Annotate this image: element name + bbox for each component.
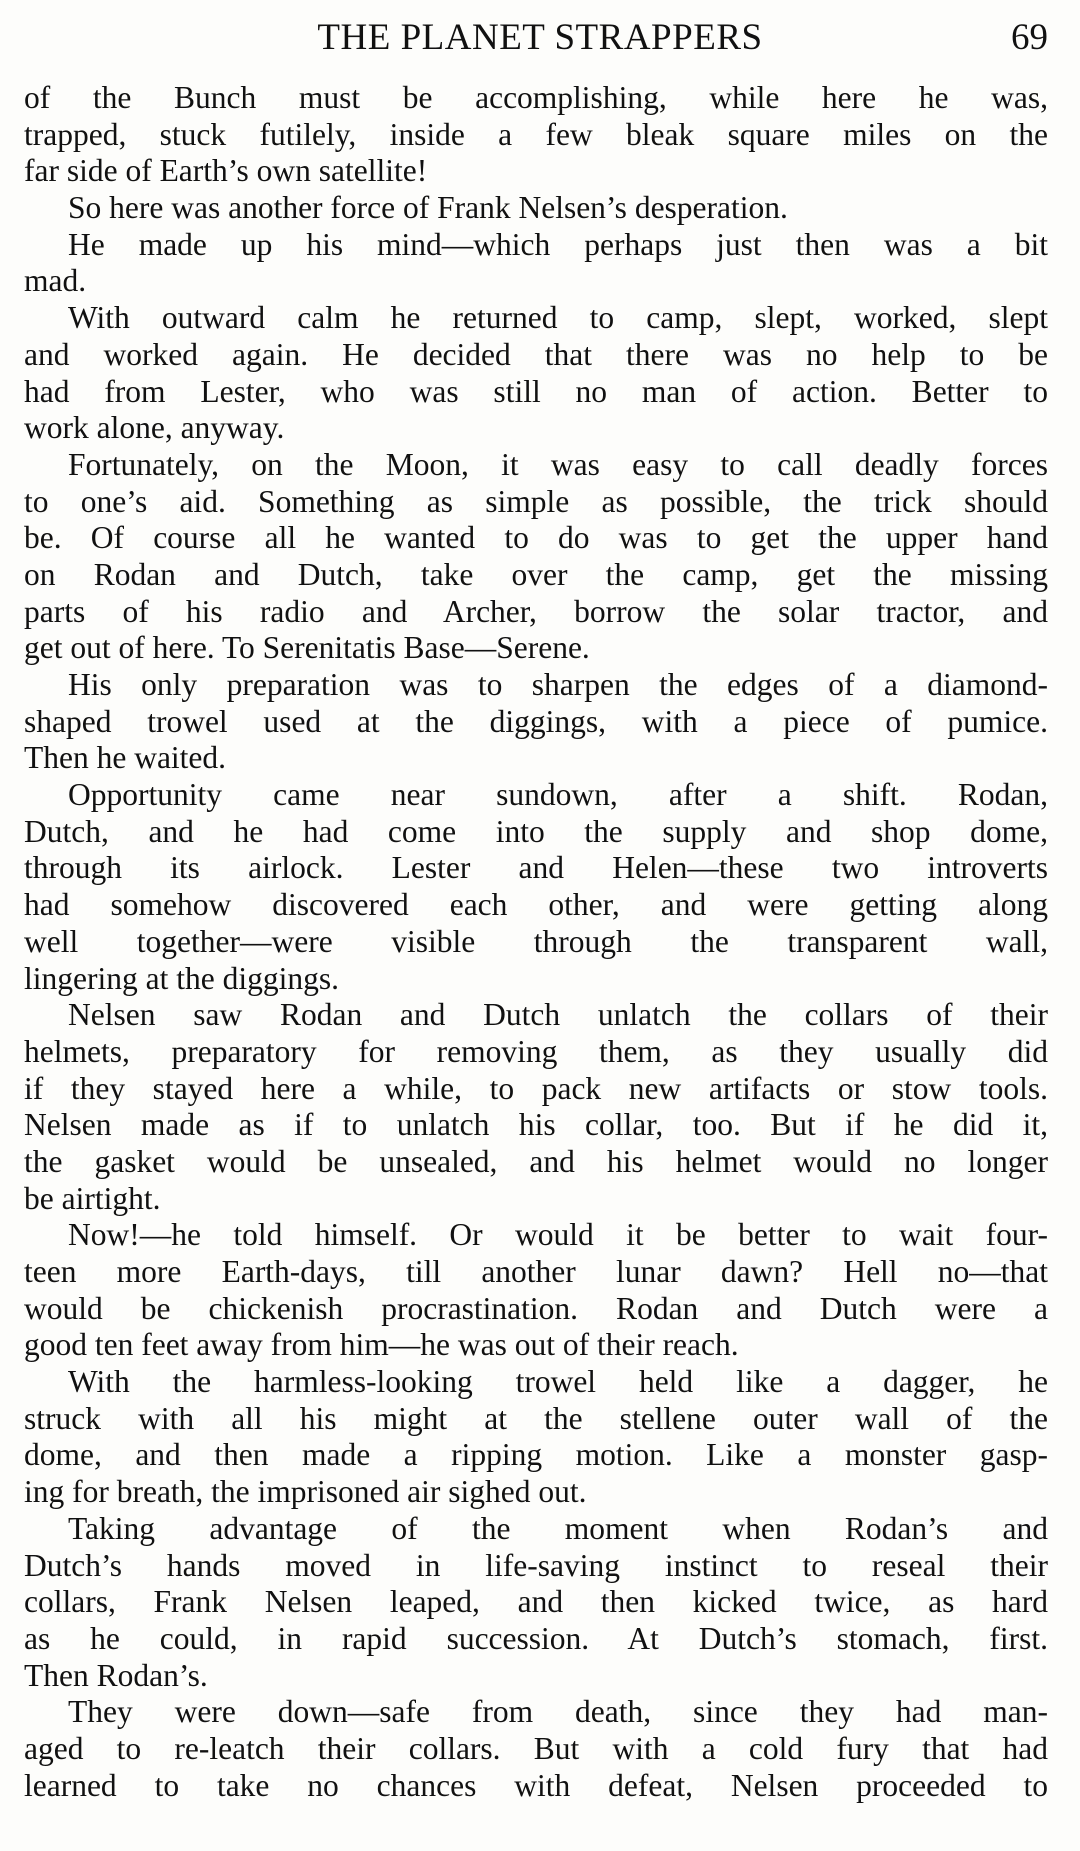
text-line: if they stayed here a while, to pack new artifacts or stow tools. [24,1070,1048,1106]
text-line: be airtight. [24,1180,161,1216]
text-line: Dutch, and he had come into the supply and shop dome, [24,813,1048,849]
text-line: well together—were visible through the transparent wall, [24,923,1048,959]
text-line: trapped, stuck futilely, inside a few bleak square miles on the [24,116,1048,152]
text-line: and worked again. He decided that there was no help to be [24,336,1048,372]
text-line: aged to re-leatch their collars. But with a cold fury that had [24,1730,1048,1766]
text-line: get out of here. To Serenitatis Base—Serene. [24,630,590,666]
running-title: THE PLANET STRAPPERS [317,17,763,58]
text-line: had from Lester, who was still no man of action. Better to [24,373,1048,409]
text-line: Now!—he told himself. Or would it be better to wait four- [68,1217,1048,1253]
text-line: through its airlock. Lester and Helen—these two introverts [24,850,1048,886]
text-line: the gasket would be unsealed, and his helmet would no longer [24,1143,1048,1179]
text-line: shaped trowel used at the diggings, with a piece of pumice. [24,703,1048,739]
running-head [24,10,1056,66]
text-line: With outward calm he returned to camp, slept, worked, slept [68,300,1048,336]
text-line: Nelsen saw Rodan and Dutch unlatch the collars of their [68,997,1048,1033]
text-line: to one’s aid. Something as simple as possible, the trick should [24,483,1048,519]
page-number: 69 [1011,17,1048,58]
text-line: His only preparation was to sharpen the edges of a diamond- [68,667,1048,702]
text-line: Dutch’s hands moved in life-saving instinct to reseal their [24,1547,1048,1583]
text-line: Nelsen made as if to unlatch his collar, too. But if he did it, [24,1107,1048,1143]
text-line: good ten feet away from him—he was out of their reach. [24,1327,739,1363]
text-line: teen more Earth-days, till another lunar dawn? Hell no—that [24,1254,1048,1289]
text-line: collars, Frank Nelsen leaped, and then kicked twice, as hard [24,1584,1048,1620]
text-line: Taking advantage of the moment when Rodan’s and [68,1510,1048,1546]
text-line: With the harmless-looking trowel held like a dagger, he [68,1364,1048,1400]
text-line: work alone, anyway. [24,410,285,446]
text-line: would be chickenish procrastination. Rodan and Dutch were a [24,1290,1048,1326]
text-line: helmets, preparatory for removing them, as they usually did [24,1033,1048,1069]
text-line: mad. [24,263,87,299]
text-line: learned to take no chances with defeat, Nelsen proceeded to [24,1767,1048,1803]
text-line: Fortunately, on the Moon, it was easy to call deadly forces [68,446,1048,482]
body-text [24,80,1048,1804]
text-line: struck with all his might at the stellene outer wall of the [24,1400,1048,1436]
text-line: dome, and then made a ripping motion. Like a monster gasp- [24,1437,1048,1473]
text-line: of the Bunch must be accomplishing, while here he was, [24,80,1048,115]
text-line: lingering at the diggings. [24,960,339,996]
text-line: ing for breath, the imprisoned air sighed out. [24,1474,587,1510]
text-line: They were down—safe from death, since they had man- [68,1694,1048,1730]
text-line: far side of Earth’s own satellite! [24,153,428,189]
text-line: Then he waited. [24,740,227,776]
text-line: had somehow discovered each other, and were getting along [24,887,1048,923]
text-line: parts of his radio and Archer, borrow the solar tractor, and [24,593,1048,629]
text-line: So here was another force of Frank Nelsen’s desperation. [68,190,788,226]
text-line: Opportunity came near sundown, after a shift. Rodan, [68,777,1048,813]
text-line: on Rodan and Dutch, take over the camp, get the missing [24,556,1048,592]
text-line: He made up his mind—which perhaps just then was a bit [68,226,1048,262]
text-line: Then Rodan’s. [24,1657,208,1693]
text-line: be. Of course all he wanted to do was to get the upper hand [24,520,1048,556]
text-line: as he could, in rapid succession. At Dutch’s stomach, first. [24,1620,1048,1656]
